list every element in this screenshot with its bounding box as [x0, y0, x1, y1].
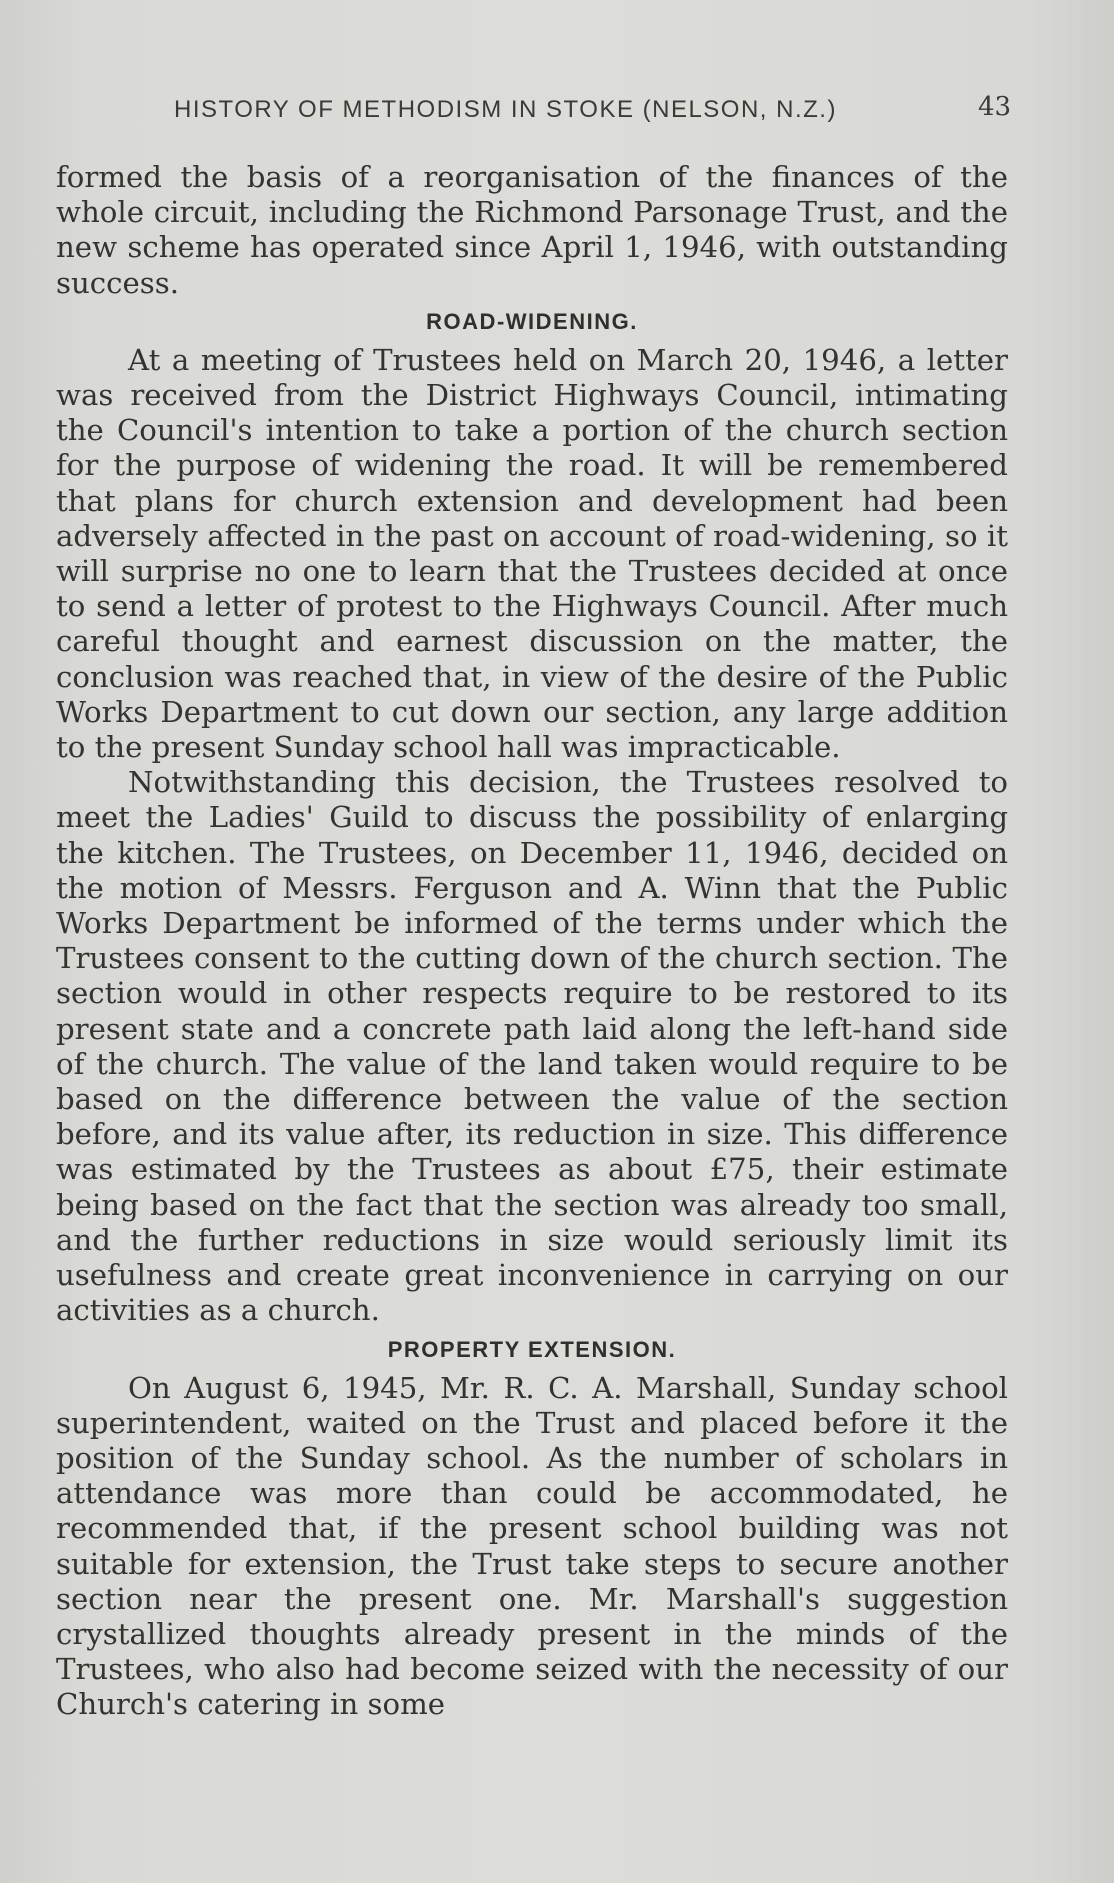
running-head — [0, 92, 1114, 136]
section-heading-property-extension: PROPERTY EXTENSION. — [387, 1336, 677, 1362]
running-title: HISTORY OF METHODISM IN STOKE (NELSON, N.Z.) — [174, 96, 837, 123]
page-number: 43 — [978, 92, 1012, 122]
body-text — [56, 160, 1008, 1723]
paragraph-road-widening-meeting: At a meeting of Trustees held on March 20, 1946, a letter was received from the District Highways Council, intimating the Council's intention to take a portion of the church section for the purpose of widening the road. It will be remembered that plans for church extension and development had been adversely affected in the past on account of road-widening, so it will surprise no one to learn that the Trustees decided at once to send a letter of protest to the Highways Council. After much careful thought and earnest discussion on the matter, the conclusion was reached that, in view of the desire of the Public Works Department to cut down our section, any large addition to the present Sunday school hall was impracticable. — [56, 342, 1008, 765]
paragraph-property-extension: On August 6, 1945, Mr. R. C. A. Marshall, Sunday school superintendent, waited on the Trust and placed before it the position of the Sunday school. As the number of scholars in attendance was more than could be accommodated, he recommended that, if the present school building was not suitable for extension, the Trust take steps to secure another section near the present one. Mr. Marshall's suggestion crystallized thoughts already present in the minds of the Trustees, who also had become seized with the necessity of our Church's catering in some — [56, 1370, 1008, 1722]
paragraph-trustees-decision: Notwithstanding this decision, the Trustees resolved to meet the Ladies' Guild to discuss the possibility of enlarging the kitchen. The Trustees, on December 11, 1946, decided on the motion of Messrs. Ferguson and A. Winn that the Public Works Department be informed of the terms under which the Trustees consent to the cutting down of the church section. The section would in other respects require to be restored to its present state and a concrete path laid along the left-hand side of the church. The value of the land taken would require to be based on the difference between the value of the section before, and its value after, its reduction in size. This difference was estimated by the Trustees as about £75, their estimate being based on the fact that the section was already too small, and the further reductions in size would seriously limit its usefulness and create great inconvenience in carrying on our activities as a church. — [56, 765, 1008, 1328]
paragraph-continuation: formed the basis of a reorganisation of the finances of the whole circuit, including the Richmond Parsonage Trust, and the new scheme has operated since April 1, 1946, with outstanding success. — [56, 160, 1008, 300]
section-heading-road-widening: ROAD-WIDENING. — [426, 308, 638, 334]
